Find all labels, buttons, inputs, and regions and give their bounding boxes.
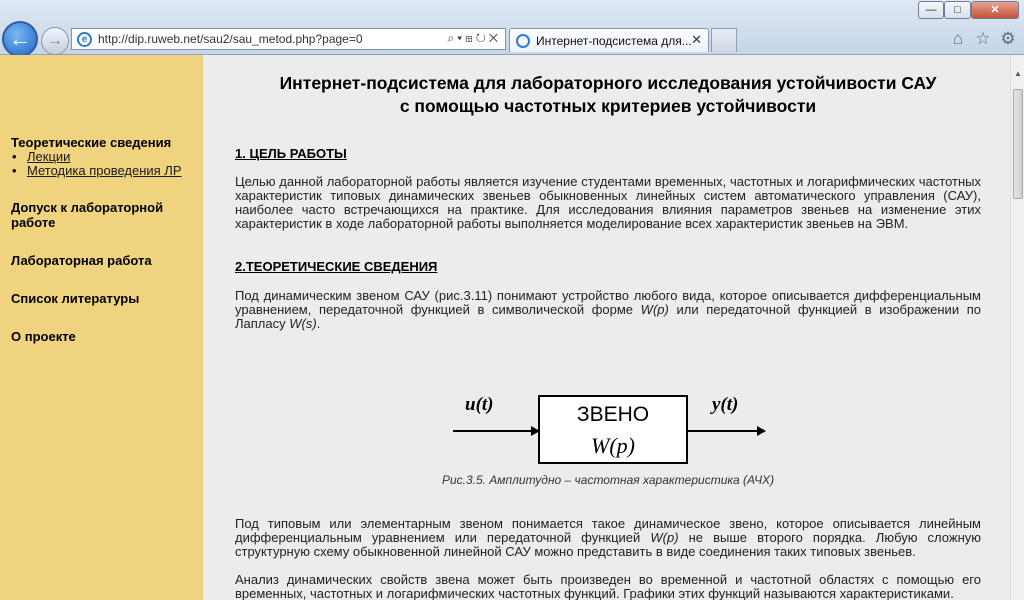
para3-text-b: не выше второго порядка. Любую сложную структурную схему обыкновенной линейной САУ можно представить в виде соединения таких типовых звеньев.: [235, 530, 981, 559]
address-bar[interactable]: [71, 28, 506, 50]
output-arrow-head: [757, 426, 766, 436]
para3-text-a: Под типовым или элементарным звеном понимается такое динамическое звено, которое описывается линейным дифференциальным уравнением или передаточной функцией: [235, 516, 981, 545]
tab-close-icon[interactable]: ✕: [691, 32, 702, 47]
ie-page-icon: e: [77, 32, 92, 47]
sidebar-link-lectures[interactable]: Лекции: [27, 149, 71, 164]
tab-title: Интернет-подсистема для...: [536, 34, 692, 48]
section1-heading: 1. ЦЕЛЬ РАБОТЫ: [235, 146, 347, 161]
forward-arrow-icon: →: [47, 32, 63, 49]
input-label: u(t): [465, 394, 494, 415]
page-title-line1: Интернет-подсистема для лабораторного исследования устойчивости САУ: [279, 73, 937, 93]
list-item: [27, 164, 203, 178]
block-diagram-svg: [235, 361, 981, 471]
page-title: [235, 72, 981, 118]
new-tab-button[interactable]: [711, 28, 737, 52]
address-bar-tools[interactable]: ⌕▾⊞↻✕: [447, 31, 501, 45]
block-formula: W(p): [591, 433, 635, 458]
output-label: y(t): [712, 394, 739, 415]
section2-text-b: или передаточной функцией в изображении по Лапласу: [235, 302, 981, 331]
star-icon[interactable]: ☆: [975, 29, 991, 48]
browser-chrome: [0, 0, 1024, 55]
para3-wp: W(p): [650, 530, 679, 545]
sidebar-item-admission[interactable]: Допуск к лабораторной работе: [11, 200, 164, 230]
paragraph-typical-link: [235, 517, 981, 559]
block-label: ЗВЕНО: [576, 403, 650, 426]
scroll-up-icon[interactable]: ▲: [1014, 69, 1022, 78]
sidebar-item-about[interactable]: О проекте: [11, 329, 76, 344]
page-title-line2: с помощью частотных критериев устойчивости: [399, 96, 817, 116]
sidebar-item-literature[interactable]: Список литературы: [11, 291, 140, 306]
section2-wp: W(p): [640, 302, 669, 317]
section2-text-c: .: [316, 316, 321, 331]
page-content: [0, 55, 1024, 600]
paragraph-analysis: Анализ динамических свойств звена может быть произведен во временной и частотной областях с помощью его временных, частотных и логарифмических частотных функций. Графики этих функций называются характеристиками.: [235, 572, 981, 600]
gear-icon[interactable]: ⚙: [1000, 29, 1016, 48]
sidebar-item-lab[interactable]: Лабораторная работа: [11, 253, 152, 268]
tab-active[interactable]: [509, 28, 709, 52]
section2-ws: W(s): [289, 316, 317, 331]
sidebar-section-theory: Теоретические сведения: [11, 135, 172, 150]
list-item: [27, 150, 203, 164]
sidebar-theory-links: [27, 150, 203, 178]
back-arrow-icon: ←: [9, 26, 31, 51]
block-diagram: [235, 361, 981, 471]
address-url[interactable]: http://dip.ruweb.net/sau2/sau_metod.php?page=0: [98, 32, 363, 46]
section1-text: Целью данной лабораторной работы является изучение студентами временных, частотных и логарифмических частотных характеристик типовых динамических звеньев обыкновенных линейных систем автоматического управления (САУ), наиболее часто встречающихся на практике. Для исследования влияния параметров звеньев на изменение этих характеристик в ходе лабораторной работы выполняется моделирование всех характеристик звеньев на ЭВМ.: [235, 174, 981, 231]
section2-heading: 2.ТЕОРЕТИЧЕСКИЕ СВЕДЕНИЯ: [235, 259, 438, 274]
ie-tab-icon: [516, 34, 530, 48]
window-title-bar: [0, 0, 1024, 20]
back-button[interactable]: [2, 21, 38, 57]
forward-button[interactable]: [41, 27, 69, 55]
minimize-button[interactable]: —: [918, 1, 944, 19]
close-window-button[interactable]: ✕: [971, 1, 1019, 19]
vertical-scrollbar[interactable]: [1010, 55, 1024, 600]
scrollbar-thumb[interactable]: [1013, 89, 1023, 199]
main-content: [203, 55, 1010, 600]
figure-caption: Рис.3.5. Амплитудно – частотная характеристика (АЧХ): [441, 473, 775, 487]
section2-text-a: Под динамическим звеном САУ (рис.3.11) понимают устройство любого вида, которое описывается дифференциальным уравнением, передаточной функцией в символической форме: [235, 288, 981, 317]
section2-text: [235, 289, 981, 331]
sidebar-link-methodology[interactable]: Методика проведения ЛР: [27, 163, 182, 178]
home-icon[interactable]: ⌂: [952, 29, 964, 48]
sidebar: [0, 55, 203, 600]
maximize-button[interactable]: □: [944, 1, 971, 19]
